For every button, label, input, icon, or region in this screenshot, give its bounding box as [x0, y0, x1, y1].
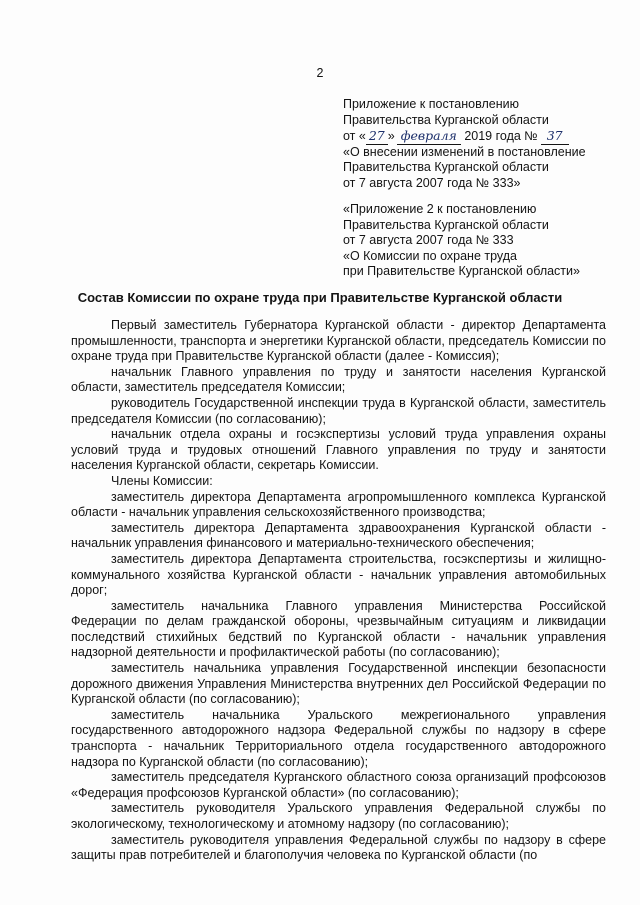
appendix2-line: от 7 августа 2007 года № 333: [343, 233, 514, 248]
member-item: заместитель начальника управления Государственной инспекции безопасности дорожного движения Управления Министерства внутренних дел Российской Федерации по Курганской области (по согласованию);: [71, 661, 606, 707]
member-item: заместитель руководителя Уральского управления Федеральной службы по экологическому, технологическому и атомному надзору (по согласованию);: [71, 801, 606, 831]
date-prefix: от «: [343, 129, 366, 144]
appendix-line: от 7 августа 2007 года № 333»: [343, 175, 521, 190]
member-item: заместитель директора Департамента агропромышленного комплекса Курганской области - начальник управления сельскохозяйственного производства;: [71, 489, 606, 520]
handwritten-month: февраля: [397, 128, 461, 145]
document-body: [71, 318, 606, 864]
appendix-date-line: [343, 128, 623, 145]
document-title: Состав Комиссии по охране труда при Правительстве Курганской области: [77, 290, 563, 305]
appendix2-line: при Правительстве Курганской области»: [343, 264, 580, 279]
handwritten-day: 27: [366, 128, 388, 145]
member-item: заместитель председателя Курганского областного союза организаций профсоюзов «Федерация профсоюзов Курганской области» (по согласованию);: [71, 770, 606, 800]
date-year: 2019 года №: [464, 129, 538, 144]
handwritten-number: 37: [541, 128, 569, 145]
paragraph: руководитель Государственной инспекции труда в Курганской области, заместитель председателя Комиссии (по согласованию);: [71, 395, 606, 426]
appendix2-block: [343, 202, 623, 280]
appendix2-line: «Приложение 2 к постановлению: [343, 202, 537, 216]
appendix-line: Правительства Курганской области: [343, 160, 549, 175]
appendix-line: «О внесении изменений в постановление: [343, 144, 586, 159]
page-number: 2: [316, 66, 324, 80]
member-item: заместитель начальника Главного управления Министерства Российской Федерации по делам гражданской обороны, чрезвычайным ситуациям и ликвидации последствий стихийных бедствий по Курганской области - начальник управления надзорной деятельности и профилактической работы (по согласованию);: [71, 598, 606, 660]
member-item: заместитель директора Департамента здравоохранения Курганской области - начальник управления финансового и материально-технического обеспечения;: [71, 520, 606, 551]
date-mid: »: [387, 129, 395, 144]
member-item: заместитель начальника Уральского межрегионального управления государственного автодорожного надзора Федеральной службы по надзору в сфере транспорта - начальник Территориального отдела государственного автодорожного надзора по Курганской области (по согласованию);: [71, 707, 606, 769]
appendix-line: Правительства Курганской области: [343, 112, 549, 127]
paragraph: Первый заместитель Губернатора Курганской области - директор Департамента промышленности, транспорта и энергетики Курганской области, председатель Комиссии по охране труда при Правительстве Курганской области (далее - Комиссия);: [71, 318, 606, 364]
paragraph: начальник отдела охраны и госэкспертизы условий труда управления охраны условий труда и трудовых отношений Главного управления по труду и занятости населения Курганской области, секретарь Комиссии.: [71, 427, 606, 473]
appendix-line: Приложение к постановлению: [343, 97, 519, 111]
appendix-block: [343, 97, 623, 192]
paragraph: начальник Главного управления по труду и занятости населения Курганской области, заместитель председателя Комиссии;: [71, 364, 606, 395]
appendix2-line: «О Комиссии по охране труда: [343, 248, 517, 263]
members-heading: Члены Комиссии:: [111, 473, 213, 488]
appendix2-line: Правительства Курганской области: [343, 217, 549, 232]
member-item: заместитель руководителя управления Федеральной службы по надзору в сфере защиты прав потребителей и благополучия человека по Курганской области (по: [71, 832, 606, 863]
member-item: заместитель директора Департамента строительства, госэкспертизы и жилищно-коммунального хозяйства Курганской области - начальник управления автомобильных дорог;: [71, 551, 606, 598]
